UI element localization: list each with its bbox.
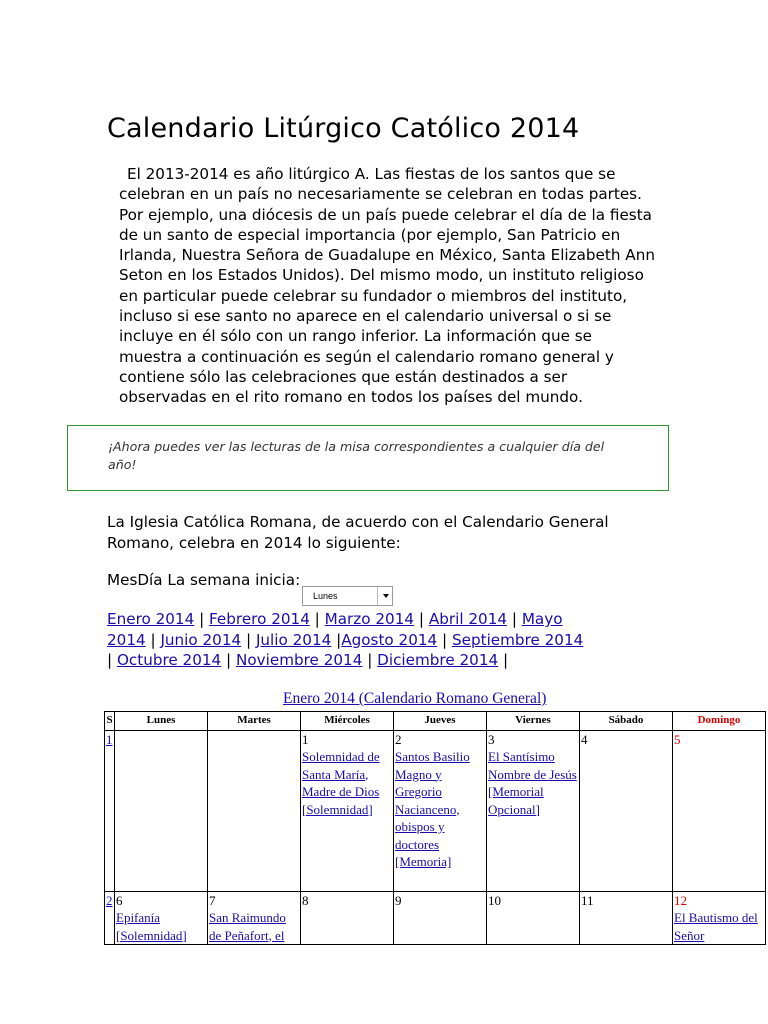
day-number: 5 xyxy=(674,731,681,747)
readings-notice-text: ¡Ahora puedes ver las lecturas de la misa correspondientes a cualquier día del año! xyxy=(108,439,605,472)
celebration-link[interactable]: El Santísimo Nombre de Jesús [Memorial Opcional] xyxy=(488,749,577,817)
calendar-title-link[interactable]: Enero 2014 (Calendario Romano General) xyxy=(283,690,547,707)
day-cell xyxy=(487,891,580,945)
readings-notice-box xyxy=(67,425,669,491)
celebration-link[interactable]: San Raimundo de Peñafort, el xyxy=(209,910,286,943)
day-number: 2 xyxy=(395,731,402,747)
week-number-cell xyxy=(105,891,115,945)
day-number: 6 xyxy=(116,892,123,908)
month-link-marzo[interactable]: Marzo 2014 xyxy=(324,610,415,628)
week-start-label: MesDía La semana inicia: xyxy=(107,571,301,589)
header-week: S xyxy=(105,712,115,731)
intro-paragraph: El 2013-2014 es año litúrgico A. Las fiestas de los santos que se celebran en un país no necesariamente se celebran en todas partes. Por ejemplo, una diócesis de un país puede celebrar el día de la fiesta de un santo de especial importancia (por ejemplo, San Patricio en Irlanda, Nuestra Señora de Guadalupe en México, Santa Elizabeth Ann Seton en los Estados Unidos). Del mismo modo, un instituto religioso en particular puede celebrar su fundador o miembros del instituto, incluso si ese santo no aparece en el calendario universal o si se incluye en él sólo con un rango inferior. La información que se muestra a continuación es según el calendario romano general y contiene sólo las celebraciones que están destinados a ser observadas en el rito romano en todos los países del mundo. xyxy=(119,165,655,407)
week-number-link[interactable]: 1 xyxy=(106,731,113,747)
day-cell xyxy=(208,730,301,891)
celebration-link[interactable]: Santos Basilio Magno y Gregorio Nacianceno, obispos y doctores [Memoria] xyxy=(395,749,470,869)
day-number: 1 xyxy=(302,731,309,747)
day-cell xyxy=(580,891,673,945)
day-cell xyxy=(301,730,394,891)
header-domingo: Domingo xyxy=(673,712,766,731)
page-title: Calendario Litúrgico Católico 2014 xyxy=(107,113,580,144)
month-link-septiembre[interactable]: Septiembre 2014 xyxy=(451,630,584,649)
month-link-diciembre[interactable]: Diciembre 2014 xyxy=(377,651,499,669)
month-link-mayo[interactable]: Mayo 2014 xyxy=(107,610,563,649)
day-cell-sunday xyxy=(673,730,766,891)
calendar-table xyxy=(104,711,766,945)
day-cell xyxy=(208,891,301,945)
header-miercoles: Miércoles xyxy=(301,712,394,731)
day-cell xyxy=(394,891,487,945)
month-link-julio[interactable]: Julio 2014 xyxy=(255,630,332,649)
day-number: 11 xyxy=(581,892,594,908)
month-link-febrero[interactable]: Febrero 2014 xyxy=(209,610,310,628)
celebration-link[interactable]: Epifanía [Solemnidad] xyxy=(116,910,187,943)
header-martes: Martes xyxy=(208,712,301,731)
calendar-week-row xyxy=(105,891,766,945)
day-number: 4 xyxy=(581,731,588,747)
day-number: 10 xyxy=(488,892,501,908)
day-number: 8 xyxy=(302,892,309,908)
day-cell xyxy=(580,730,673,891)
week-start-selected: Lunes xyxy=(313,591,338,601)
day-cell xyxy=(487,730,580,891)
month-links: Enero 2014 | Febrero 2014 | Marzo 2014 | Abril 2014 | Mayo 2014 | Junio 2014 | Julio 2014 |Agosto 2014 | Septiembre 2014 | Octubre 2014 | Noviembre 2014 | Diciembre 2014 | xyxy=(107,610,584,669)
header-viernes: Viernes xyxy=(487,712,580,731)
month-link-abril[interactable]: Abril 2014 xyxy=(428,610,508,628)
header-jueves: Jueves xyxy=(394,712,487,731)
day-number: 12 xyxy=(674,892,687,908)
day-cell xyxy=(115,891,208,945)
day-number: 9 xyxy=(395,892,402,908)
day-cell-sunday xyxy=(673,891,766,945)
month-link-octubre[interactable]: Octubre 2014 xyxy=(116,651,222,669)
month-link-enero[interactable]: Enero 2014 xyxy=(107,610,195,628)
month-link-agosto[interactable]: Agosto 2014 xyxy=(341,630,438,649)
day-number: 3 xyxy=(488,731,495,747)
day-cell xyxy=(115,730,208,891)
day-cell xyxy=(301,891,394,945)
calendar-week-row xyxy=(105,730,766,891)
header-lunes: Lunes xyxy=(115,712,208,731)
month-link-junio[interactable]: Junio 2014 xyxy=(160,630,242,649)
week-number-link[interactable]: 2 xyxy=(106,892,113,908)
week-number-cell xyxy=(105,730,115,891)
calendar-header-row xyxy=(105,712,766,731)
lead-paragraph: La Iglesia Católica Romana, de acuerdo con el Calendario General Romano, celebra en 2014 lo siguiente: xyxy=(107,513,609,552)
celebration-link[interactable]: El Bautismo del Señor xyxy=(674,910,758,943)
chevron-down-icon xyxy=(383,594,389,598)
day-cell xyxy=(394,730,487,891)
month-link-noviembre[interactable]: Noviembre 2014 xyxy=(236,651,363,669)
header-sabado: Sábado xyxy=(580,712,673,731)
day-number: 7 xyxy=(209,892,216,908)
week-start-select[interactable] xyxy=(302,586,393,606)
celebration-link[interactable]: Solemnidad de Santa María, Madre de Dios [Solemnidad] xyxy=(302,749,380,817)
